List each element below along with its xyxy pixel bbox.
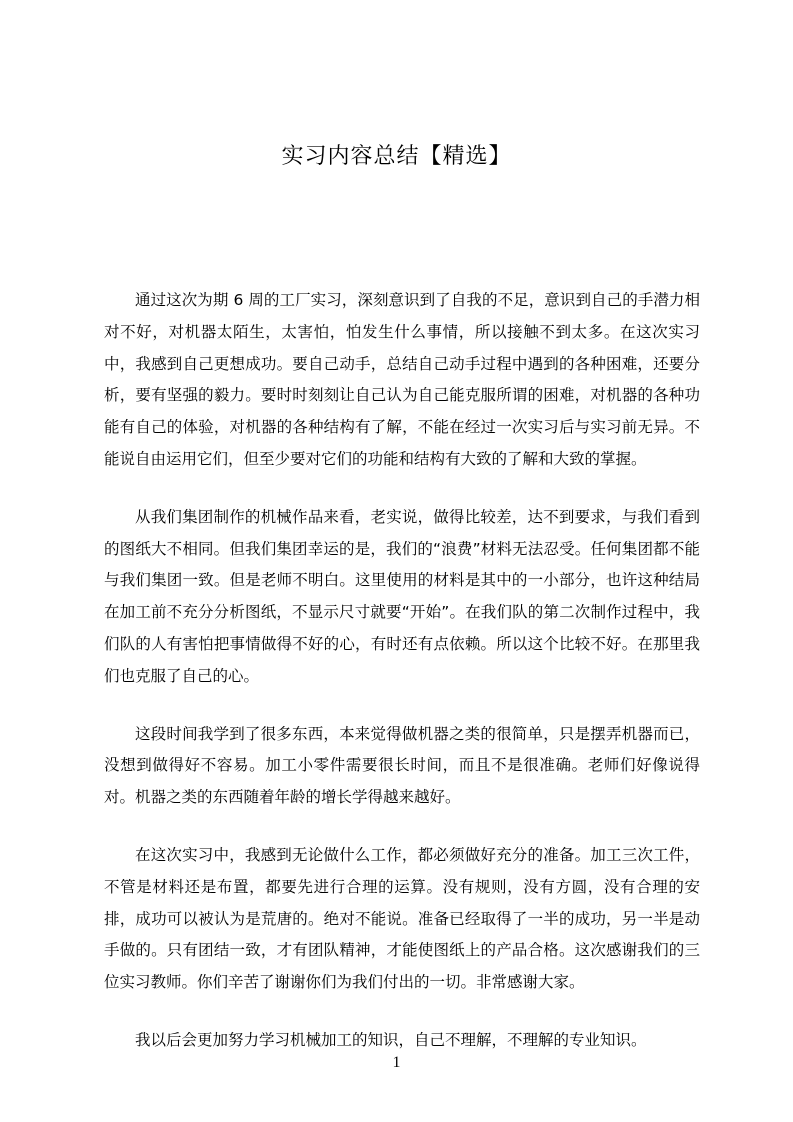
paragraph-3: 这段时间我学到了很多东西，本来觉得做机器之类的很简单，只是摆弄机器而已，没想到做得好不容易。加工小零件需要很长时间，而且不是很准确。老师们好像说得对。机器之类的东西随着年龄的增长学得越来越好。 xyxy=(104,724,700,807)
page-number: 1 xyxy=(392,1054,401,1071)
paragraph-4: 在这次实习中，我感到无论做什么工作，都必须做好充分的准备。加工三次工件，不管是材料还是布置，都要先进行合理的运算。没有规则，没有方圆，没有合理的安排，成功可以被认为是荒唐的。绝对不能说。准备已经取得了一半的成功，另一半是动手做的。只有团结一致，才有团队精神，才能使图纸上的产品合格。这次感谢我们的三位实习教师。你们辛苦了谢谢你们为我们付出的一切。非常感谢大家。 xyxy=(104,845,700,992)
paragraph-5: 我以后会更加努力学习机械加工的知识，自己不理解，不理解的专业知识。 xyxy=(135,1030,647,1049)
paragraph-2: 从我们集团制作的机械作品来看，老实说，做得比较差，达不到要求，与我们看到的图纸大不相同。但我们集团幸运的是，我们的“浪费”材料无法忍受。任何集团都不能与我们集团一致。但是老师不明白。这里使用的材料是其中的一小部分，也许这种结局在加工前不充分分析图纸，不显示尺寸就要“开始”。在我们队的第二次制作过程中，我们队的人有害怕把事情做得不好的心，有时还有点依赖。所以这个比较不好。在那里我们也克服了自己的心。 xyxy=(104,507,700,685)
document-title: 实习内容总结【精选】 xyxy=(281,144,512,169)
paragraph-1: 通过这次为期 6 周的工厂实习，深刻意识到了自我的不足，意识到自己的手潜力相对不好，对机器太陌生，太害怕，怕发生什么事情，所以接触不到太多。在这次实习中，我感到自己更想成功。要自己动手，总结自己动手过程中遇到的各种困难，还要分析，要有坚强的毅力。要时时刻刻让自己认为自己能克服所谓的困难，对机器的各种功能有自己的体验，对机器的各种结构有了解，不能在经过一次实习后与实习前无异。不能说自由运用它们，但至少要对它们的功能和结构有大致的了解和大致的掌握。 xyxy=(104,291,700,468)
document-body xyxy=(104,285,700,1083)
